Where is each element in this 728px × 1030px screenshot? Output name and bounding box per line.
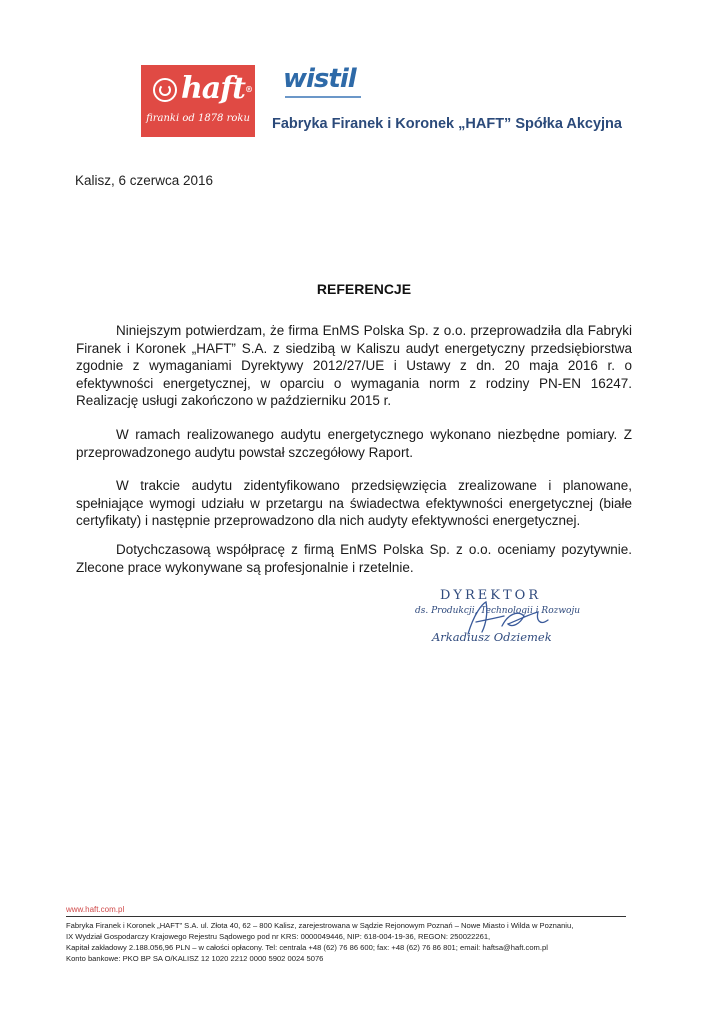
wistil-logo (283, 64, 363, 102)
haft-logo-word: haft® (181, 71, 253, 106)
signature-name: Arkadiusz Odziemek (432, 630, 552, 644)
wistil-logo-word: wistil (283, 64, 356, 94)
document-title: REFERENCJE (316, 281, 412, 297)
wistil-logo-underline (285, 96, 361, 98)
footer-url[interactable]: www.haft.com.pl (66, 905, 125, 914)
date-line: Kalisz, 6 czerwca 2016 (75, 173, 214, 188)
signature-subtitle: ds. Produkcji, Technologii i Rozwoju (415, 606, 581, 616)
haft-emblem-icon (153, 78, 177, 102)
paragraph-1: Niniejszym potwierdzam, że firma EnMS Polska Sp. z o.o. przeprowadziła dla Fabryki Firanek i Koronek „HAFT” S.A. z siedzibą w Kaliszu audyt energetyczny przedsiębiorstwa zgodnie z wymaganiami Dyrektywy 2012/27/UE i Ustawy z dn. 20 maja 2016 r. o efektywności energetycznej, w oparciu o wymagania norm z rodziny PN-EN 16247. Realizację usługi zakończono w październiku 2015 r. (76, 323, 632, 409)
paragraph-4: Dotychczasową współpracę z firmą EnMS Polska Sp. z o.o. oceniamy pozytywnie. Zlecone prace wykonywane są profesjonalnie i rzetelnie. (76, 542, 632, 575)
paragraph-2: W ramach realizowanego audytu energetycznego wykonano niezbędne pomiary. Z przeprowadzonego audytu powstał szczegółowy Raport. (76, 427, 632, 460)
footer-line-4: Konto bankowe: PKO BP SA O/KALISZ 12 1020 2212 0000 5902 0024 5076 (66, 954, 324, 963)
footer-divider (66, 916, 626, 917)
company-name: Fabryka Firanek i Koronek „HAFT” Spółka Akcyjna (272, 116, 622, 132)
footer-line-2: IX Wydział Gospodarczy Krajowego Rejestru Sądowego pod nr KRS: 0000049446, NIP: 618-004-19-36, REGON: 250022261, (66, 932, 491, 941)
footer-line-1: Fabryka Firanek i Koronek „HAFT” S.A. ul. Złota 40, 62 – 800 Kalisz, zarejestrowana w Sądzie Rejonowym Poznań – Nowe Miasto i Wilda w Poznaniu, (66, 921, 574, 930)
haft-logo-tagline: firanki od 1878 roku (146, 113, 250, 124)
footer-line-3: Kapitał zakładowy 2.188.056,96 PLN – w całości opłacony. Tel: centrala +48 (62) 76 86 600; fax: +48 (62) 76 86 801; email: haftsa@haft.com.pl (66, 943, 548, 952)
haft-logo (141, 65, 255, 137)
signature-title: DYREKTOR (440, 588, 542, 603)
paragraph-3: W trakcie audytu zidentyfikowano przedsięwzięcia zrealizowane i planowane, spełniające wymogi udziału w przetargu na świadectwa efektywności energetycznej (białe certyfikaty) i następnie przeprowadzono dla nich audyty efektywności energetycznej. (76, 478, 632, 529)
